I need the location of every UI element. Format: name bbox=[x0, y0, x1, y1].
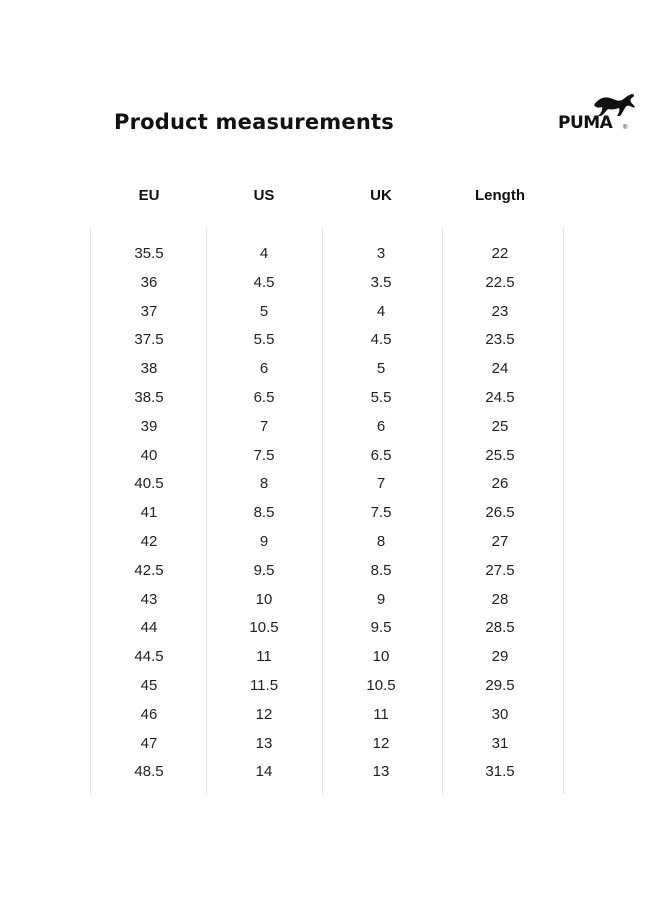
uk-cell: 7.5 bbox=[370, 504, 392, 522]
uk-cell: 6 bbox=[376, 417, 386, 435]
eu-cell: 36 bbox=[140, 273, 158, 291]
header-eu: EU bbox=[138, 187, 160, 204]
uk-column bbox=[321, 244, 441, 791]
us-cell: 10 bbox=[255, 590, 273, 608]
us-cell: 9 bbox=[259, 532, 269, 550]
uk-cell: 13 bbox=[372, 763, 390, 781]
length-cell: 24 bbox=[491, 360, 509, 378]
length-cell: 31.5 bbox=[485, 763, 515, 781]
eu-cell: 38.5 bbox=[134, 388, 164, 406]
uk-cell: 10 bbox=[372, 648, 390, 666]
uk-cell: 10.5 bbox=[366, 676, 396, 694]
length-cell: 29.5 bbox=[485, 676, 515, 694]
eu-cell: 40 bbox=[140, 446, 158, 464]
us-cell: 6 bbox=[259, 360, 269, 378]
length-cell: 24.5 bbox=[485, 388, 515, 406]
length-column bbox=[440, 244, 560, 791]
us-cell: 4 bbox=[259, 245, 269, 262]
page-title: Product measurements bbox=[114, 110, 394, 134]
uk-cell: 7 bbox=[376, 475, 386, 493]
eu-cell: 46 bbox=[140, 705, 158, 723]
eu-cell: 44 bbox=[140, 619, 158, 637]
us-cell: 5 bbox=[259, 302, 269, 320]
uk-cell: 3 bbox=[376, 245, 386, 262]
eu-cell: 35.5 bbox=[134, 245, 164, 262]
header-uk: UK bbox=[370, 187, 392, 204]
length-cell: 28 bbox=[491, 590, 509, 608]
us-cell: 4.5 bbox=[253, 273, 275, 291]
us-column bbox=[204, 244, 324, 791]
us-cell: 8 bbox=[259, 475, 269, 493]
length-cell: 22 bbox=[491, 245, 509, 262]
eu-cell: 42.5 bbox=[134, 561, 164, 579]
eu-cell: 37 bbox=[140, 302, 158, 320]
length-cell: 27 bbox=[491, 532, 509, 550]
us-cell: 11 bbox=[256, 648, 272, 666]
us-cell: 14 bbox=[255, 763, 273, 781]
length-cell: 28.5 bbox=[485, 619, 515, 637]
eu-cell: 39 bbox=[140, 417, 158, 435]
puma-wordmark: PUMA bbox=[558, 113, 613, 133]
length-cell: 30 bbox=[491, 705, 509, 723]
header-us: US bbox=[253, 187, 275, 204]
uk-cell: 12 bbox=[372, 734, 390, 752]
eu-column bbox=[89, 244, 209, 791]
length-cell: 29 bbox=[491, 648, 509, 666]
eu-cell: 42 bbox=[140, 532, 158, 550]
uk-cell: 6.5 bbox=[370, 446, 392, 464]
uk-cell: 11 bbox=[373, 705, 389, 723]
eu-cell: 48.5 bbox=[134, 763, 164, 781]
length-cell: 23 bbox=[491, 302, 509, 320]
uk-cell: 5.5 bbox=[370, 388, 392, 406]
us-cell: 12 bbox=[255, 705, 273, 723]
us-cell: 6.5 bbox=[253, 388, 275, 406]
uk-cell: 4 bbox=[376, 302, 386, 320]
registered-mark: ® bbox=[623, 125, 628, 131]
length-cell: 31 bbox=[491, 734, 509, 752]
length-cell: 27.5 bbox=[485, 561, 515, 579]
uk-cell: 8 bbox=[376, 532, 386, 550]
length-cell: 23.5 bbox=[485, 331, 515, 349]
us-cell: 9.5 bbox=[253, 561, 275, 579]
uk-cell: 5 bbox=[376, 360, 386, 378]
us-cell: 7.5 bbox=[253, 446, 275, 464]
eu-cell: 41 bbox=[140, 504, 158, 522]
length-cell: 26.5 bbox=[485, 504, 515, 522]
length-cell: 25 bbox=[491, 417, 509, 435]
length-cell: 26 bbox=[491, 475, 509, 493]
eu-cell: 37.5 bbox=[134, 331, 164, 349]
eu-cell: 40.5 bbox=[134, 475, 164, 493]
uk-cell: 9 bbox=[376, 590, 386, 608]
eu-cell: 43 bbox=[140, 590, 158, 608]
us-cell: 8.5 bbox=[253, 504, 275, 522]
eu-cell: 38 bbox=[140, 360, 158, 378]
us-cell: 7 bbox=[259, 417, 269, 435]
eu-cell: 45 bbox=[140, 676, 158, 694]
length-cell: 22.5 bbox=[485, 273, 515, 291]
us-cell: 11.5 bbox=[249, 676, 279, 694]
header-length: Length bbox=[475, 187, 525, 204]
us-cell: 5.5 bbox=[253, 331, 275, 349]
eu-cell: 44.5 bbox=[134, 648, 164, 666]
us-cell: 10.5 bbox=[249, 619, 279, 637]
uk-cell: 3.5 bbox=[370, 273, 392, 291]
uk-cell: 4.5 bbox=[370, 331, 392, 349]
us-cell: 13 bbox=[255, 734, 273, 752]
puma-logo bbox=[556, 93, 636, 137]
eu-cell: 47 bbox=[140, 734, 158, 752]
uk-cell: 9.5 bbox=[370, 619, 392, 637]
uk-cell: 8.5 bbox=[370, 561, 392, 579]
column-divider bbox=[563, 228, 564, 794]
length-cell: 25.5 bbox=[485, 446, 515, 464]
